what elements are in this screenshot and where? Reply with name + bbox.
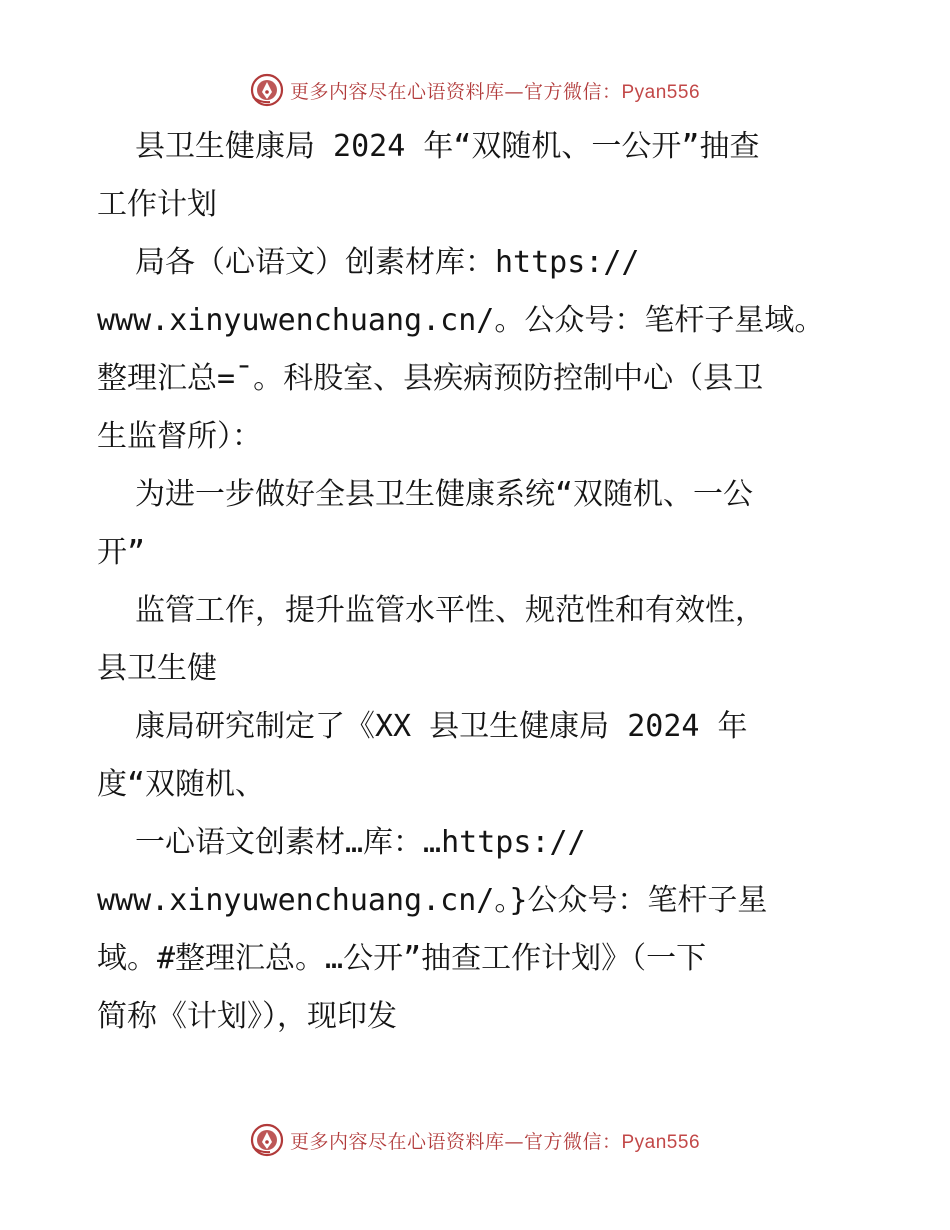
doc-line-10: 县卫生健 — [97, 651, 217, 686]
doc-line-12: 度“双随机、 — [97, 767, 266, 802]
footer-banner-text: 更多内容尽在心语资料库—官方微信：Pyan556 — [289, 1130, 701, 1153]
doc-line-9: 监管工作，提升监管水平性、规范性和有效性， — [135, 593, 765, 628]
doc-line-8: 开” — [97, 535, 146, 570]
doc-line-15: 域。#整理汇总。…公开”抽查工作计划》（一下 — [97, 941, 707, 976]
doc-line-2: 工作计划 — [97, 187, 217, 222]
doc-line-5: 整理汇总=¯。科股室、县疾病预防控制中心（县卫 — [97, 361, 764, 396]
doc-line-7: 为进一步做好全县卫生健康系统“双随机、一公 — [135, 477, 754, 512]
header-banner-handle: Pyan556 — [621, 81, 701, 103]
header-banner-text: 更多内容尽在心语资料库—官方微信：Pyan556 — [289, 80, 701, 103]
header-watermark-banner — [0, 70, 950, 110]
document-body — [97, 118, 857, 1046]
doc-line-3: 局各（心语文）创素材库：https:// — [135, 245, 640, 280]
footer-banner-handle: Pyan556 — [621, 1131, 701, 1153]
doc-line-14: www.xinyuwenchuang.cn/。}公众号：笔杆子星 — [97, 883, 768, 918]
pen-nib-seal-icon — [250, 1123, 284, 1157]
doc-line-1: 县卫生健康局 2024 年“双随机、一公开”抽查 — [135, 129, 760, 164]
doc-line-11: 康局研究制定了《XX 县卫生健康局 2024 年 — [135, 709, 748, 744]
doc-line-16: 简称《计划》），现印发 — [97, 999, 397, 1034]
doc-line-13: 一心语文创素材…库：…https:// — [135, 825, 586, 860]
doc-line-4: www.xinyuwenchuang.cn/。公众号：笔杆子星域。 — [97, 303, 825, 338]
doc-line-6: 生监督所）： — [97, 419, 262, 454]
pen-nib-seal-icon — [250, 73, 284, 107]
footer-watermark-banner — [0, 1120, 950, 1160]
